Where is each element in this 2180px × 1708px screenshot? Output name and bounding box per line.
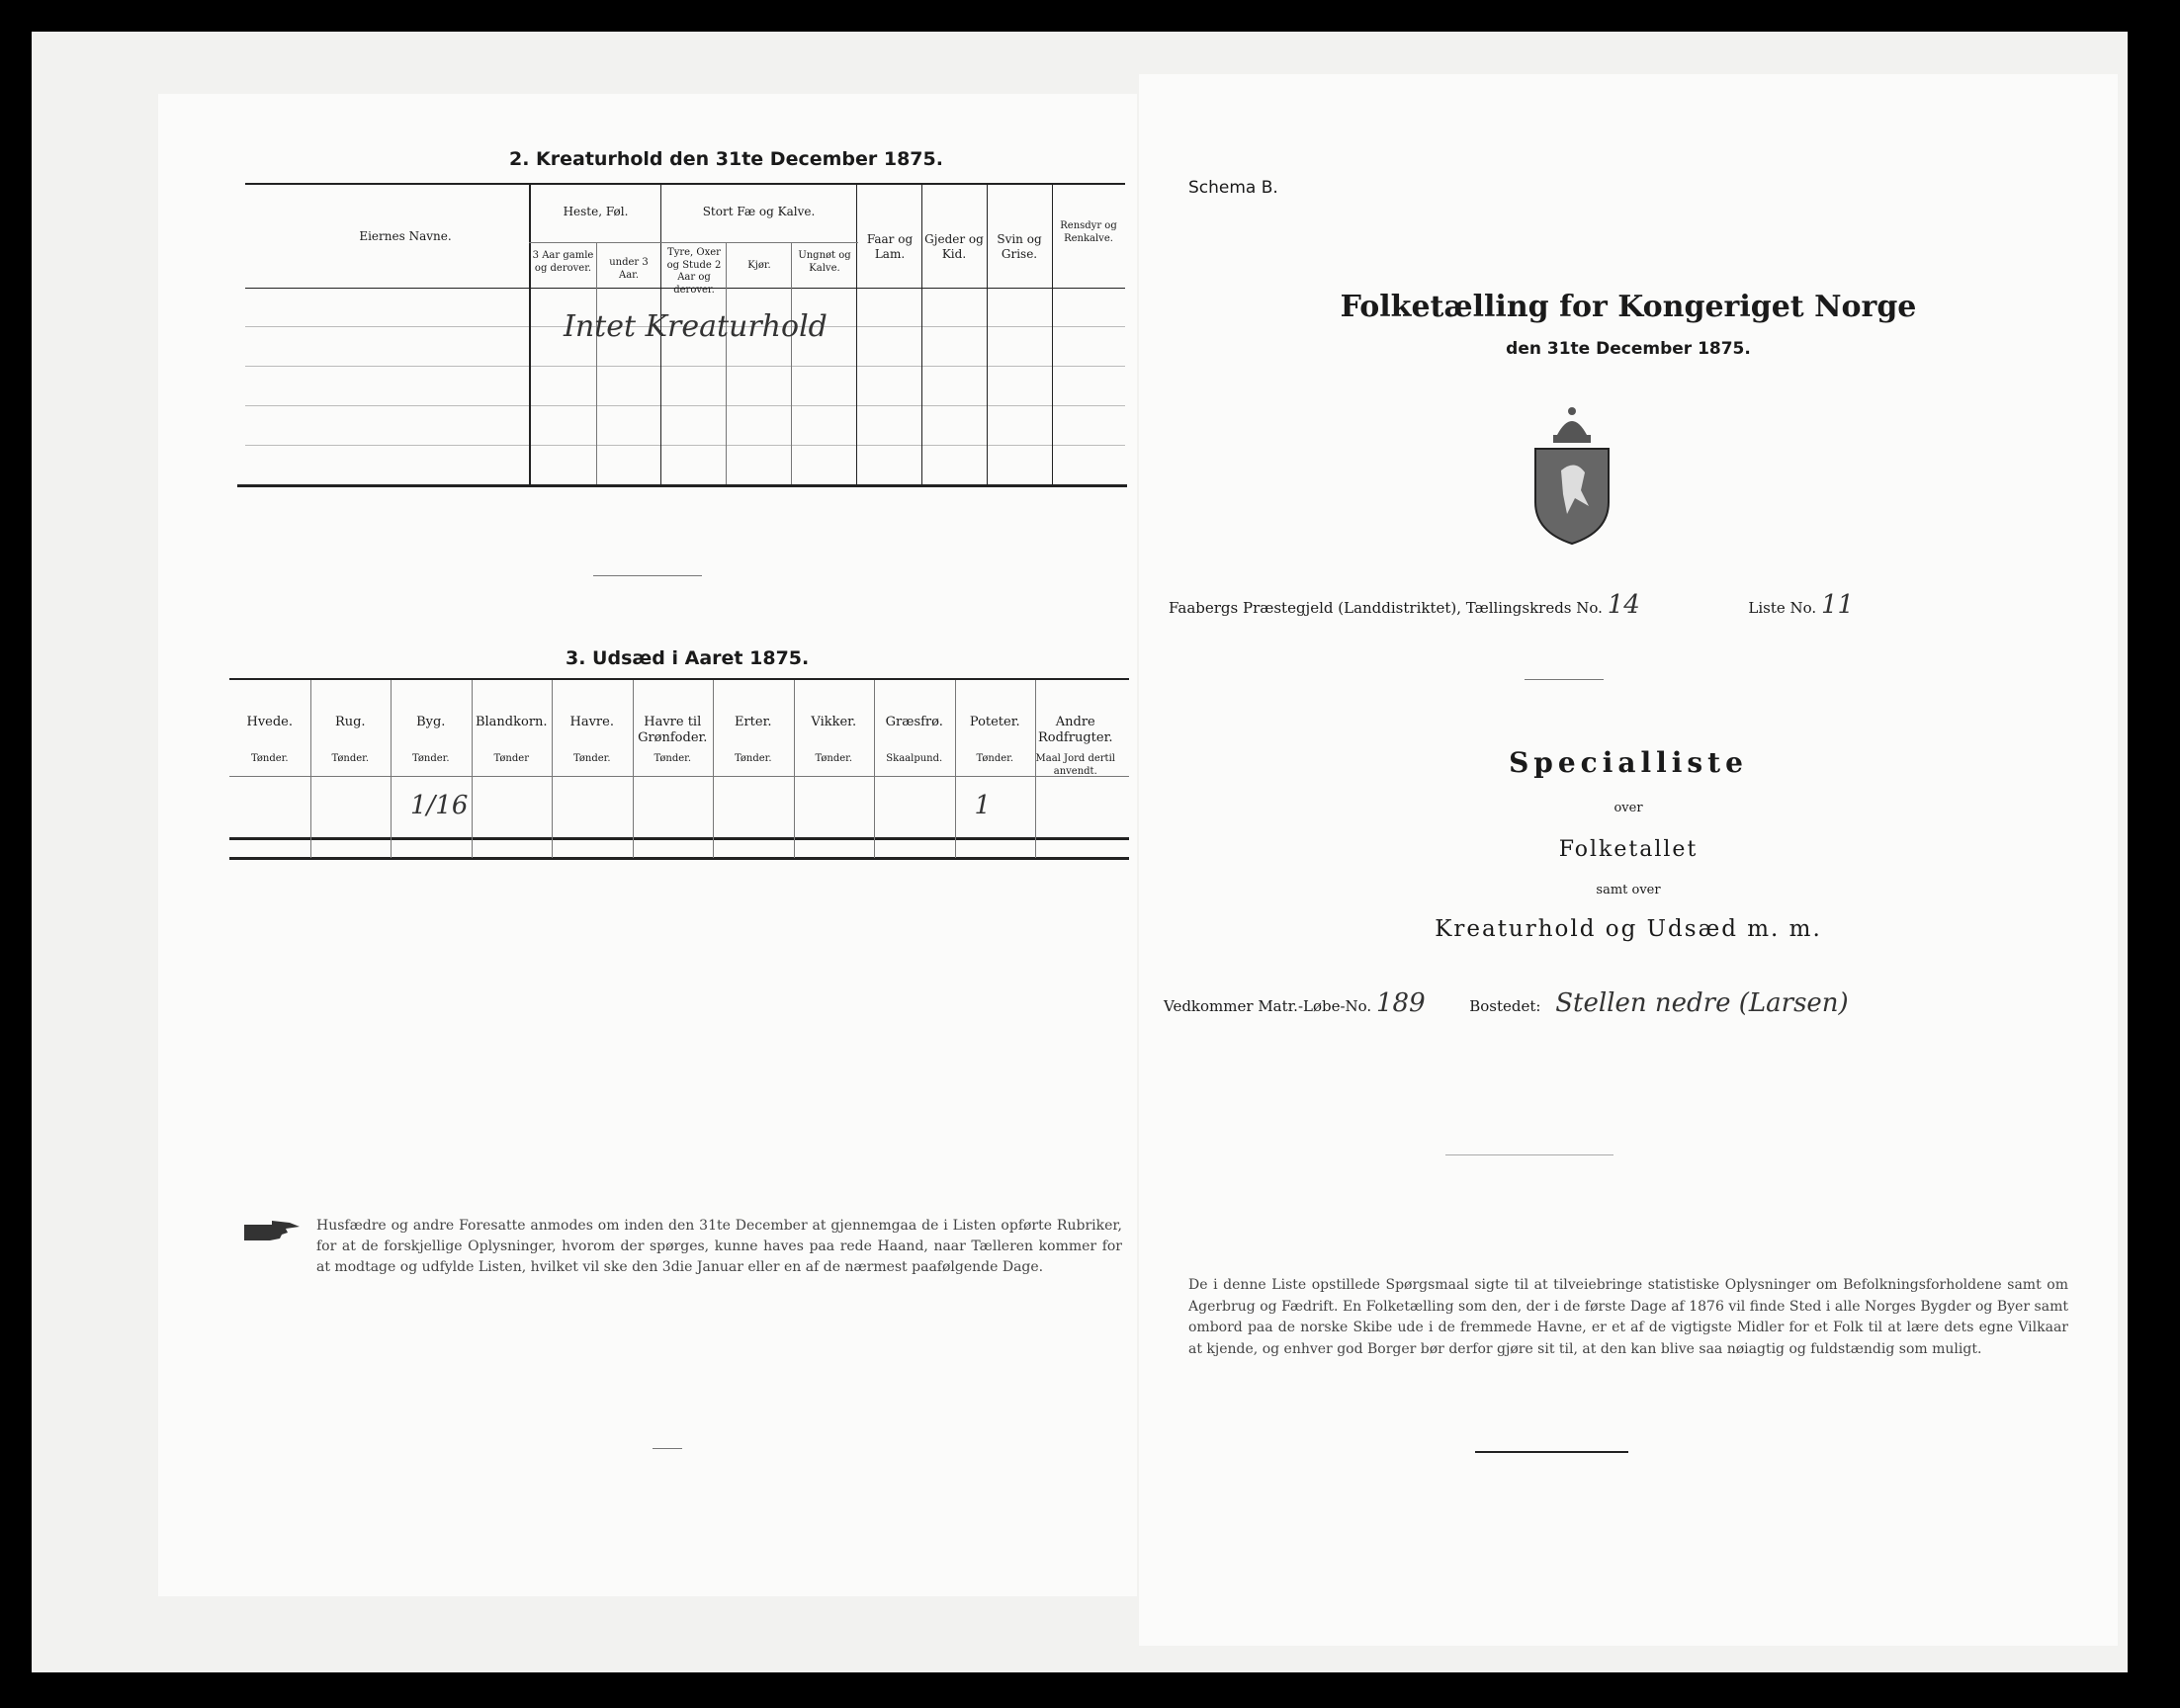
district-number: 14 [1607,590,1640,620]
district-line [1169,590,1854,620]
sheep-header: Faar og Lam. [866,232,914,261]
livestock-entry: Intet Kreaturhold [564,309,828,344]
sowing-unit-0: Tønder. [250,753,289,764]
bosted-value: Stellen nedre (Larsen) [1555,988,1849,1018]
norwegian-coat-of-arms-icon [1527,403,1616,547]
sowing-unit-1: Tønder. [331,753,370,764]
sowing-value-2: 1/16 [410,791,469,820]
cattle-sub2: Kjør. [747,260,771,271]
horses-header: Heste, Føl. [563,205,629,218]
cattle-sub1: Tyre, Oxer og Stude 2 Aar og derover. [666,247,722,296]
reindeer-header: Rensdyr og Renkalve. [1060,220,1117,244]
right-page [1139,74,2118,1646]
sowing-header-8: Græsfrø. [885,715,943,729]
sowing-header-7: Vikker. [811,715,857,729]
sowing-header-1: Rug. [334,715,366,729]
cattle-sub3: Ungnøt og Kalve. [798,250,851,274]
sowing-unit-9: Tønder. [976,753,1014,764]
goats-header: Gjeder og Kid. [924,232,984,261]
section3-title: 3. Udsæd i Aaret 1875. [566,647,810,669]
sowing-unit-10: Maal Jord dertil anvendt. [1035,753,1115,777]
district-label: Faabergs Præstegjeld (Landdistriktet), Tællingskreds No. [1169,599,1603,617]
folketallet-text: Folketallet [1558,837,1699,862]
cattle-header: Stort Fæ og Kalve. [702,205,816,218]
sowing-value-9: 1 [974,791,992,820]
sowing-header-9: Poteter. [969,715,1020,729]
sowing-unit-4: Tønder. [572,753,611,764]
liste-number: 11 [1820,590,1855,620]
sowing-unit-3: Tønder [493,753,529,764]
footer-text: De i denne Liste opstillede Spørgsmaal sigte til at tilveiebringe statistiske Oplysninger om Befolkningsforholdene samt om Agerbrug og Fædrift. En Folketælling som den, der i de første Dage af 1876 vil finde Sted i alle Norges Bygder og Byer samt ombord paa de norske Skibe ude i de fremmede Havne, er et af de vigtigste Midler for et Folk til at lære dets egne Vilkaar at kjende, og enhver god Borger bør derfor gjøre sit til, at den kan blive saa nøiagtig og fuldstændig som muligt. [1188,1277,2068,1358]
owner-header: Eiernes Navne. [359,229,452,243]
over-text: over [1613,801,1643,815]
sowing-unit-5: Tønder. [654,753,692,764]
specialliste-heading: Specialliste [1509,746,1748,779]
sowing-header-2: Byg. [416,715,446,729]
sowing-unit-6: Tønder. [734,753,772,764]
samt-over-text: samt over [1596,883,1661,897]
sowing-header-6: Erter. [734,715,772,729]
left-page [158,94,1137,1596]
matr-line [1164,988,1849,1018]
sowing-unit-8: Skaalpund. [886,753,943,764]
matr-number: 189 [1376,988,1426,1018]
sowing-header-4: Havre. [569,715,614,729]
sowing-header-5: Havre til Grønfoder. [638,715,708,746]
census-title: Folketælling for Kongeriget Norge [1340,290,1917,324]
census-date: den 31te December 1875. [1506,339,1751,359]
pointing-hand-icon [242,1219,302,1244]
sowing-unit-2: Tønder. [411,753,450,764]
instruction-note: Husfædre og andre Foresatte anmodes om inden den 31te December at gjennemgaa de i Listen opførte Rubriker, for at de forskjellige Oplysninger, hvorom der spørges, kunne haves paa rede Haand, naar Tælleren kommer for at modtage og udfylde Listen, hvilket vil ske den 3die Januar eller en af de nærmest paafølgende Dage. [316,1218,1122,1275]
kreatur-text: Kreaturhold og Udsæd m. m. [1435,916,1822,942]
horses-sub2: under 3 Aar. [609,257,649,281]
liste-label: Liste No. [1748,599,1817,617]
horses-sub1: 3 Aar gamle og derover. [532,250,594,274]
schema-label: Schema B. [1188,178,1278,198]
sowing-header-3: Blandkorn. [475,715,548,729]
sowing-unit-7: Tønder. [815,753,853,764]
pigs-header: Svin og Grise. [997,232,1042,261]
matr-label: Vedkommer Matr.-Løbe-No. [1164,997,1372,1015]
section2-title: 2. Kreaturhold den 31te December 1875. [509,148,943,170]
sowing-header-10: Andre Rodfrugter. [1038,715,1113,746]
sowing-header-0: Hvede. [246,715,294,729]
bosted-label: Bostedet: [1469,997,1541,1015]
